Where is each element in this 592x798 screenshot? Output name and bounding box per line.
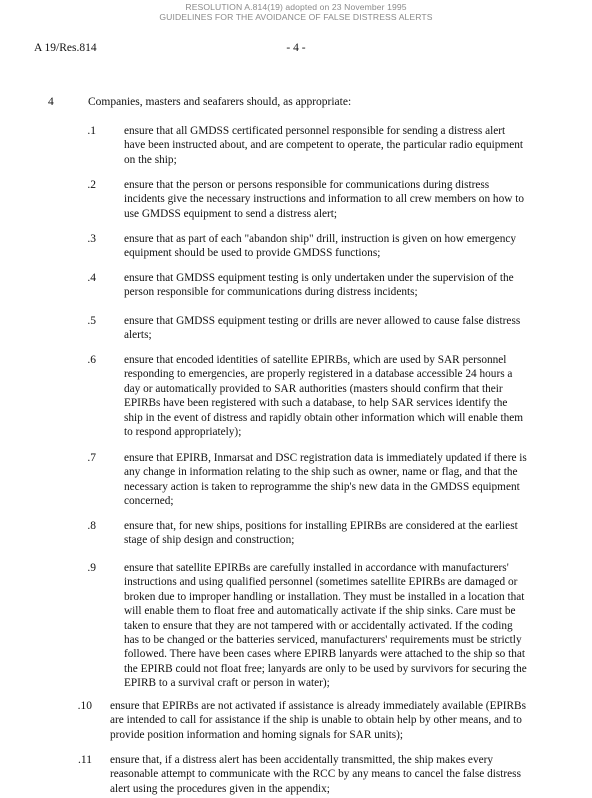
list-item-number: .5 (87, 315, 96, 327)
list-item-text: ensure that the person or persons responsible for communications during distress incidents give the necessary instructions and information to all crew members on how to use GMDSS equipment to send a distress alert; (124, 179, 524, 220)
list-item-text: ensure that GMDSS equipment testing or drills are never allowed to cause false distress alerts; (124, 315, 521, 342)
list-item-number: .7 (87, 452, 96, 464)
page-number: - 4 - (286, 42, 306, 54)
list-item-text: ensure that all GMDSS certificated personnel responsible for sending a distress alert have been instructed about, and are competent to operate, the particular radio equipment on the ship; (124, 125, 523, 166)
list-item-text: ensure that, if a distress alert has been accidentally transmitted, the ship makes every reasonable attempt to communicate with the RCC by any means to cancel the false distress alert using the procedures given in the appendix; (110, 754, 521, 795)
list-item-text: ensure that as part of each "abandon ship" drill, instruction is given on how emergency equipment should be used to provide GMDSS functions; (124, 233, 517, 260)
document-reference: A 19/Res.814 (34, 42, 97, 54)
list-item-text: ensure that EPIRB, Inmarsat and DSC registration data is immediately updated if there is any change in information relating to the ship such as owner, name or flag, and that the necessary action is taken to reprogramme the ship's new data in the GMDSS equipment concerned; (124, 452, 527, 508)
list-item-number: .9 (87, 562, 96, 574)
running-header-title: RESOLUTION A.814(19) adopted on 23 November 1995 (185, 2, 407, 12)
section-number: 4 (48, 96, 54, 108)
list-item-number: .6 (87, 354, 96, 366)
list-item-number: .1 (87, 125, 96, 137)
list-item-number: .8 (87, 520, 96, 532)
list-item-number: .10 (77, 700, 92, 712)
list-item-text: ensure that GMDSS equipment testing is only undertaken under the supervision of the person responsible for communications during distress incidents; (124, 272, 514, 299)
running-header-subtitle: GUIDELINES FOR THE AVOIDANCE OF FALSE DISTRESS ALERTS (159, 12, 433, 22)
list-item-text: ensure that, for new ships, positions for installing EPIRBs are considered at the earliest stage of ship design and construction; (124, 520, 518, 547)
list-item-text: ensure that satellite EPIRBs are carefully installed in accordance with manufacturers' instructions and using qualified personnel (sometimes satellite EPIRBs are damaged or broken due to improper handling or installation. They must be installed in a location that will enable them to float free and automatically activate if the ship sinks. Care must be taken to ensure that they are not tampered with or accidentally activated. If the coding has to be changed or the batteries serviced, manufacturers' requirements must be strictly followed. There have been cases where EPIRB lanyards were attached to the ship so that the EPIRB could not float free; lanyards are only to be used by survivors for securing the EPIRB to a survival craft or person in water); (124, 562, 527, 690)
list-item-number: .11 (78, 754, 92, 766)
list-item-text: ensure that EPIRBs are not activated if assistance is already immediately available (EPIRBs are intended to call for assistance if the ship is unable to obtain help by other means, and to provide position information and homing signals for SAR units); (110, 700, 526, 741)
list-item-number: .4 (87, 272, 96, 284)
list-item-number: .2 (87, 179, 96, 191)
list-item-number: .3 (87, 233, 96, 245)
list-item-text: ensure that encoded identities of satellite EPIRBs, which are used by SAR personnel responding to emergencies, are properly registered in a database accessible 24 hours a day or automatically provided to SAR authorities (masters should confirm that their EPIRBs have been registered with such a database, to help SAR services identify the ship in the event of distress and rapidly obtain other information which will enable them to respond appropriately); (124, 354, 524, 439)
section-intro: Companies, masters and seafarers should, as appropriate: (88, 96, 352, 108)
